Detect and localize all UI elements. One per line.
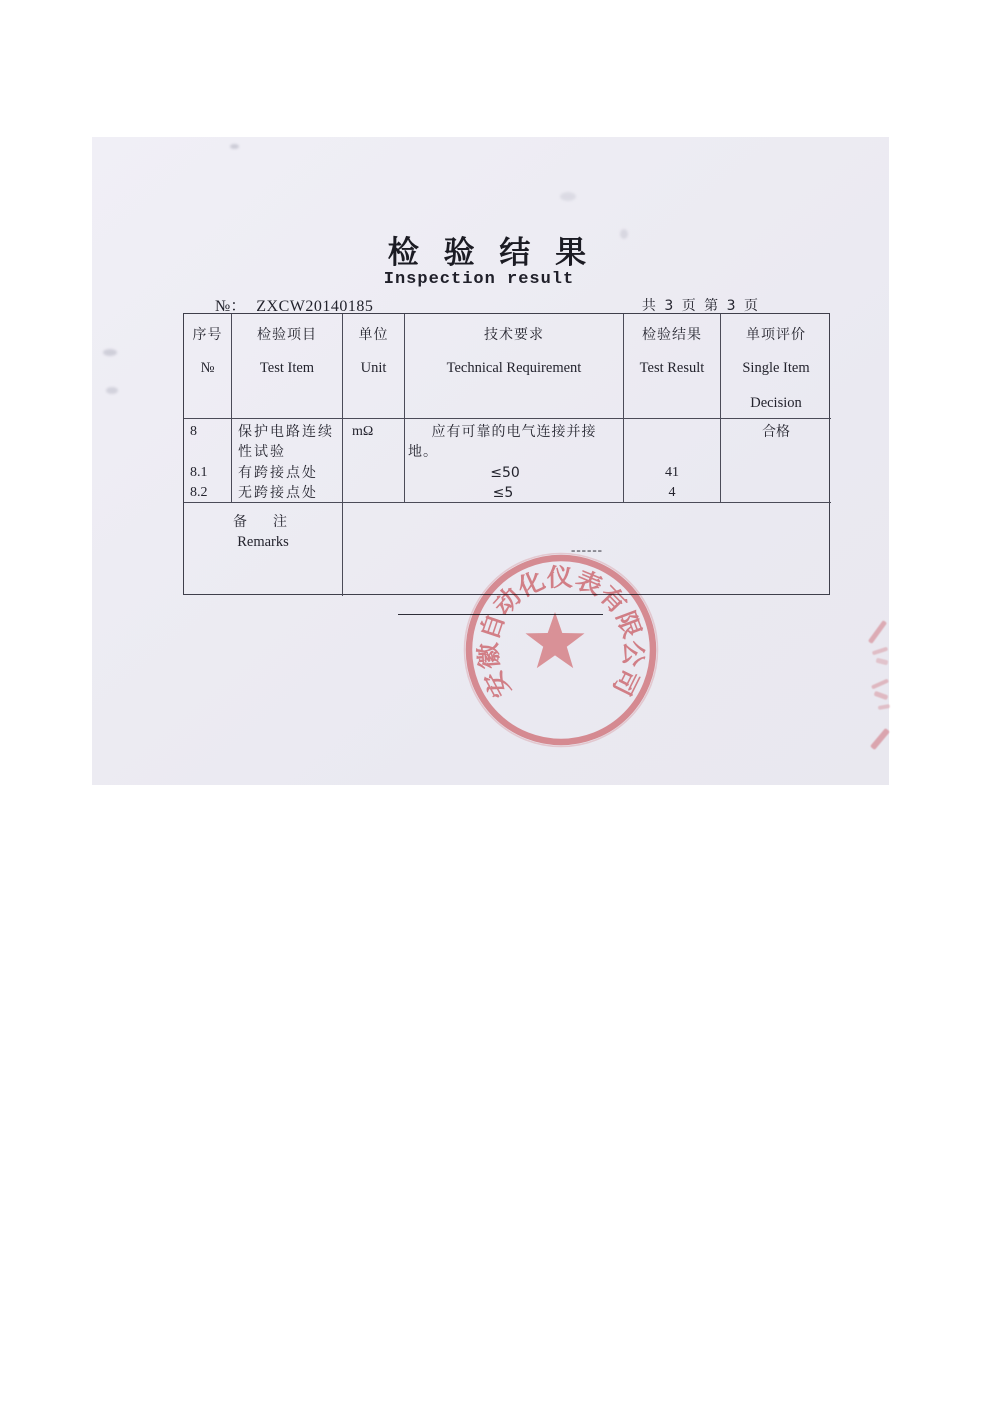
header-single-item-decision [721,314,831,419]
header-test-result-en: Test Result [639,360,705,376]
header-technical-requirement-cn: 技术要求 [484,327,544,343]
doc-number-value: ZXCW20140185 [256,298,374,315]
row8-requirement [405,419,624,463]
doc-title-en: Inspection result [383,270,575,289]
remarks-label-en: Remarks [237,534,289,550]
scanned-paper [92,137,889,785]
row8-unit: mΩ [343,419,405,463]
stamp-fragment [874,691,889,700]
header-serial-en: № [200,360,215,376]
remarks-content: ------ [571,541,603,557]
row82-unit [343,483,405,503]
row8-decision: 合格 [762,424,790,440]
stamp-fragment [876,658,889,666]
row8-requirement-line1: 应有可靠的电气连接并接 [431,424,597,440]
row81-item: 有跨接点处 [232,463,343,483]
header-decision-en: Decision [750,395,802,411]
header-unit-en: Unit [360,360,387,376]
header-unit [343,314,405,419]
row82-requirement: ≤5 [405,483,624,503]
row8-item [232,419,343,463]
row82-result: 4 [624,483,721,503]
stamp-fragment [870,728,890,750]
row81-decision [721,463,831,483]
seal-star [526,612,585,668]
pencil-smudge [230,144,239,149]
remarks-label [184,503,343,596]
header-single-item-en: Single Item [742,360,810,376]
row82-no: 8.2 [184,483,232,503]
row8-item-line1: 保护电路连续 [238,424,334,440]
row8-item-line2: 性试验 [238,444,286,460]
pencil-smudge [103,349,117,356]
stamp-fragment [868,620,887,644]
doc-title-cn: 检 验 结 果 [387,235,594,271]
doc-number-label: №： [215,298,247,315]
company-seal [456,545,666,755]
row8-result [624,419,721,463]
header-test-item-en: Test Item [259,360,315,376]
header-unit-cn: 单位 [358,327,389,343]
row81-unit [343,463,405,483]
seal-company-textpath: 安徽自动化仪表有限公司 [473,562,649,703]
pencil-smudge [560,192,576,201]
row81-result: 41 [624,463,721,483]
header-serial-cn: 序号 [192,327,223,343]
header-technical-requirement [405,314,624,419]
header-serial [184,314,232,419]
page-count: 共 3 页 第 3 页 [641,298,760,314]
remarks-label-cn: 备 注 [233,514,293,530]
header-technical-requirement-en: Technical Requirement [446,360,582,376]
header-test-result-cn: 检验结果 [642,327,702,343]
header-single-item-cn: 单项评价 [746,327,806,343]
header-test-item [232,314,343,419]
header-test-item-cn: 检验项目 [257,327,317,343]
stamp-fragment [872,647,888,656]
pencil-smudge [620,229,628,239]
stamp-fragment [878,704,891,710]
row82-decision [721,483,831,503]
row82-item: 无跨接点处 [232,483,343,503]
row81-requirement: ≤50 [405,463,624,483]
stamp-fragment [871,679,889,690]
header-test-result [624,314,721,419]
row81-no: 8.1 [184,463,232,483]
row8-requirement-line2: 地。 [408,444,438,460]
pencil-smudge [106,387,118,394]
row8-no: 8 [184,419,232,463]
